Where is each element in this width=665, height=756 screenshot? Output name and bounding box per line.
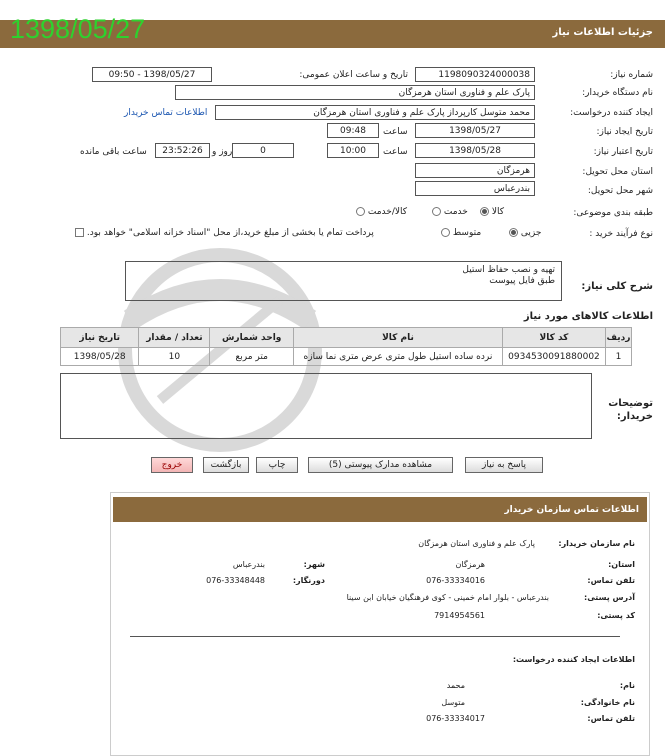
col-qty: تعداد / مقدار — [139, 328, 210, 348]
proc-medium-option[interactable] — [441, 228, 481, 238]
contact-card — [110, 492, 650, 756]
created-date-label: تاریخ ایجاد نیاز: — [596, 127, 653, 137]
col-name: نام کالا — [294, 328, 503, 348]
remaining-label: ساعت باقی مانده — [80, 147, 147, 157]
org-label: نام سازمان خریدار: — [558, 539, 635, 548]
col-code: کد کالا — [502, 328, 605, 348]
creator-section-title: اطلاعات ایجاد کننده درخواست: — [512, 655, 635, 664]
contact-city-label: شهر: — [303, 560, 325, 569]
creator-phone-value: 076-33334017 — [426, 714, 485, 723]
province-label: استان محل تحویل: — [582, 167, 653, 177]
radio-icon — [356, 207, 365, 216]
description-box — [125, 261, 562, 301]
proc-small-option[interactable] — [509, 228, 541, 238]
cell-qty: 10 — [139, 348, 210, 366]
cat-both-text: کالا/خدمت — [367, 207, 408, 217]
contact-province-label: استان: — [608, 560, 635, 569]
divider — [130, 636, 620, 637]
buyer-field: پارک علم و فناوری استان هرمزگان — [175, 85, 535, 100]
print-button[interactable]: چاپ — [256, 457, 298, 473]
created-date-field: 1398/05/27 — [415, 123, 535, 138]
creator-phone-label: تلفن تماس: — [587, 714, 635, 723]
contact-title: اطلاعات تماس سازمان خریدار — [504, 505, 639, 515]
cell-date: 1398/05/28 — [61, 348, 139, 366]
items-title: اطلاعات کالاهای مورد نیاز — [523, 311, 653, 322]
description-line-2: طبق فایل پیوست — [489, 276, 555, 286]
radio-checked-icon — [480, 207, 489, 216]
contact-province-value: هرمزگان — [455, 560, 485, 569]
creator-family-value: متوسل — [441, 698, 465, 707]
announce-field: 1398/05/27 - 09:50 — [92, 67, 212, 82]
creator-family-label: نام خانوادگی: — [580, 698, 635, 707]
category-label: طبقه بندی موضوعی: — [573, 208, 653, 218]
proc-medium-text: متوسط — [452, 228, 482, 238]
contact-city-value: بندرعباس — [232, 560, 265, 569]
cell-code: 0934530091880002 — [502, 348, 605, 366]
days-field: 0 — [232, 143, 294, 158]
cell-row: 1 — [605, 348, 631, 366]
description-label: شرح کلی نیاز: — [581, 281, 653, 292]
cat-both-option[interactable] — [356, 207, 407, 217]
checkbox-icon — [75, 228, 84, 237]
col-unit: واحد شمارش — [210, 328, 294, 348]
city-label: شهر محل تحویل: — [587, 186, 653, 196]
contact-fax-value: 076-33348448 — [206, 576, 265, 585]
exit-button[interactable]: خروج — [151, 457, 193, 473]
header — [0, 0, 665, 48]
valid-time-field: 10:00 — [327, 143, 379, 158]
creator-label: ایجاد کننده درخواست: — [570, 108, 653, 118]
items-table — [60, 327, 632, 366]
city-field: بندرعباس — [415, 181, 535, 196]
cell-unit: متر مربع — [210, 348, 294, 366]
cat-service-text: خدمت — [443, 207, 468, 217]
contact-address-label: آدرس پستی: — [584, 593, 635, 602]
creator-name-label: نام: — [619, 681, 635, 690]
page-title: جزئیات اطلاعات نیاز — [552, 27, 653, 38]
org-value: پارک علم و فناوری استان هرمزگان — [418, 539, 535, 548]
created-time-field: 09:48 — [327, 123, 379, 138]
stamp-date: 1398/05/27 — [10, 14, 146, 44]
announce-label: تاریخ و ساعت اعلان عمومی: — [299, 70, 408, 80]
contact-phone-label: تلفن تماس: — [587, 576, 635, 585]
created-time-label: ساعت — [383, 127, 408, 137]
col-date: تاریخ نیاز — [61, 328, 139, 348]
notes-box — [60, 373, 592, 439]
table-row — [61, 348, 632, 366]
radio-checked-icon — [509, 228, 518, 237]
contact-postal-value: 7914954561 — [434, 611, 485, 620]
province-field: هرمزگان — [415, 163, 535, 178]
payment-option[interactable] — [75, 228, 374, 238]
payment-text: پرداخت تمام یا بخشی از مبلغ خرید،از محل "اسناد خزانه اسلامی" خواهد بود. — [86, 228, 374, 238]
attachments-button[interactable]: مشاهده مدارک پیوستی (5) — [308, 457, 453, 473]
creator-field: محمد متوسل کارپرداز پارک علم و فناوری استان هرمزگان — [215, 105, 535, 120]
items-header-row — [61, 328, 632, 348]
valid-date-field: 1398/05/28 — [415, 143, 535, 158]
valid-time-label: ساعت — [383, 147, 408, 157]
reply-button[interactable]: پاسخ به نیاز — [465, 457, 543, 473]
need-number-label: شماره نیاز: — [610, 70, 653, 80]
cat-goods-option[interactable] — [480, 207, 504, 217]
cat-goods-text: کالا — [491, 207, 505, 217]
creator-name-value: محمد — [446, 681, 465, 690]
valid-date-label: تاریخ اعتبار نیاز: — [593, 147, 653, 157]
days-label: روز و — [212, 147, 233, 157]
radio-icon — [441, 228, 450, 237]
contact-address-value: بندرعباس - بلوار امام خمینی - کوی فرهنگیان خیابان ابن سینا — [346, 593, 549, 602]
description-line-1: تهیه و نصب حفاظ استیل — [462, 265, 555, 275]
cat-service-option[interactable] — [432, 207, 468, 217]
process-label: نوع فرآیند خرید : — [589, 229, 653, 239]
back-button[interactable]: بازگشت — [203, 457, 249, 473]
contact-postal-label: کد پستی: — [597, 611, 635, 620]
remaining-field: 23:52:26 — [155, 143, 210, 158]
need-number-field: 1198090324000038 — [415, 67, 535, 82]
contact-fax-label: دورنگار: — [292, 576, 325, 585]
col-row: ردیف — [605, 328, 631, 348]
radio-icon — [432, 207, 441, 216]
buyer-label: نام دستگاه خریدار: — [582, 88, 653, 98]
proc-small-text: جزیی — [520, 228, 542, 238]
buyer-contact-link[interactable]: اطلاعات تماس خریدار — [124, 108, 208, 118]
contact-phone-value: 076-33334016 — [426, 576, 485, 585]
cell-name: نرده ساده استیل طول متری عرض متری نما سازه — [294, 348, 503, 366]
notes-label: توضیحات خریدار: — [608, 398, 653, 422]
